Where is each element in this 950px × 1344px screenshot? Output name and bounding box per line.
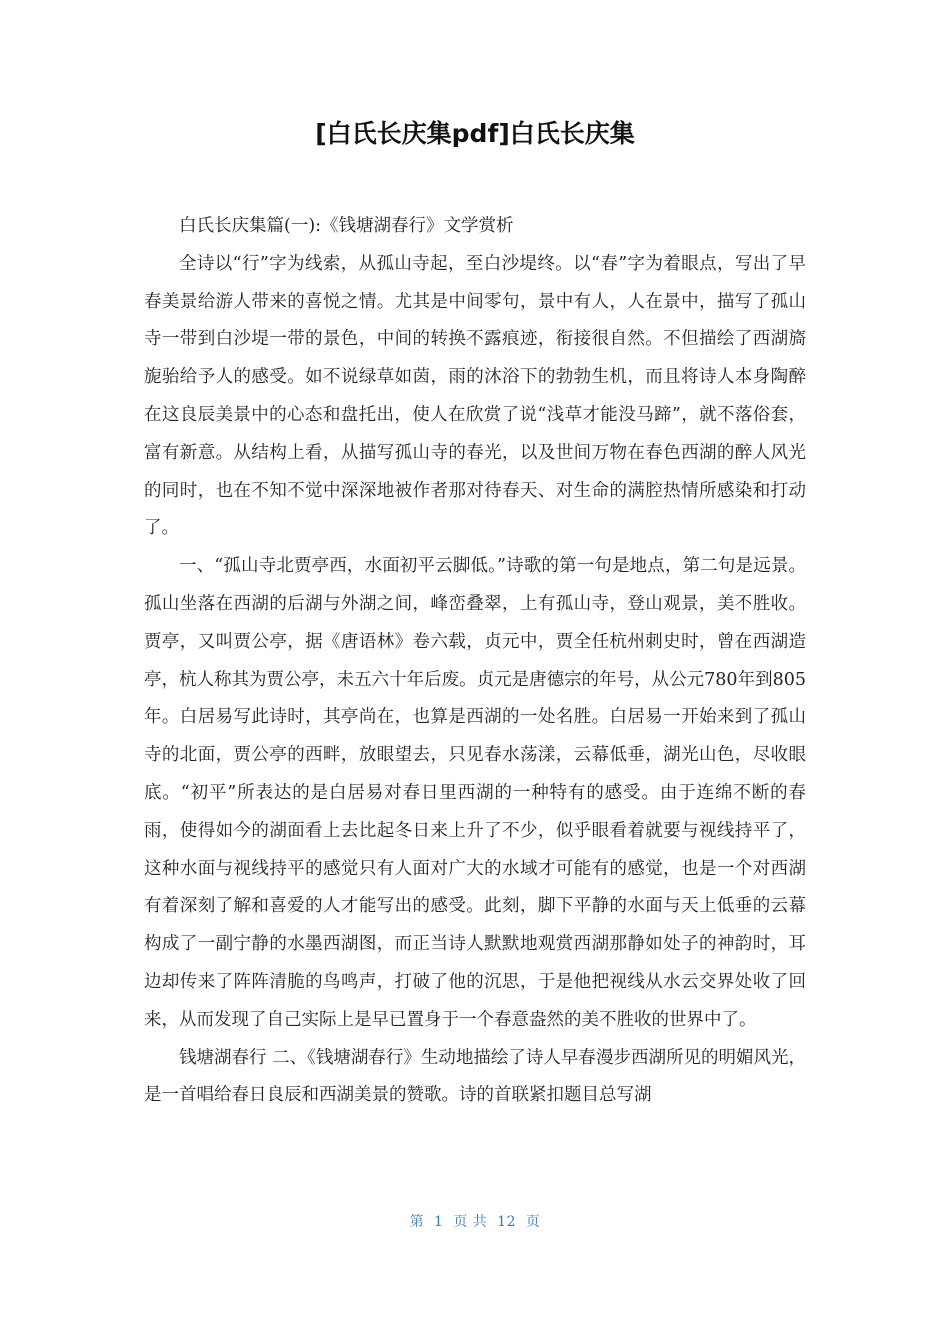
document-title: [白氏长庆集pdf]白氏长庆集 <box>315 119 635 148</box>
body-paragraph: 全诗以“行”字为线索，从孤山寺起，至白沙堤终。以“春”字为着眼点，写出了早春美景给游人带来的喜悦之情。尤其是中间零句，景中有人，人在景中，描写了孤山寺一带到白沙堤一带的景色，中间的转换不露痕迹，衔接很自然。不但描绘了西湖旖旎骀给予人的感受。如不说绿草如茵，雨的沐浴下的勃勃生机，而且将诗人本身陶醉在这良辰美景中的心态和盘托出，使人在欣赏了说“浅草才能没马蹄”，就不落俗套，富有新意。从结构上看，从描写孤山寺的春光，以及世间万物在春色西湖的醉人风光的同时，也在不知不觉中深深地被作者那对待春天、对生命的满腔热情所感染和打动了。 <box>144 253 806 539</box>
body-paragraph: 一、“孤山寺北贾亭西，水面初平云脚低。”诗歌的第一句是地点，第二句是远景。孤山坐落在西湖的后湖与外湖之间，峰峦叠翠，上有孤山寺，登山观景，美不胜收。贾亭，又叫贾公亭，据《唐语林》卷六载，贞元中，贾全任杭州刺史时，曾在西湖造亭，杭人称其为贾公亭，未五六十年后废。贞元是唐德宗的年号，从公元780年到805年。白居易写此诗时，其亭尚在，也算是西湖的一处名胜。白居易一开始来到了孤山寺的北面，贾公亭的西畔，放眼望去，只见春水荡漾，云幕低垂，湖光山色，尽收眼底。“初平”所表达的是白居易对春日里西湖的一种特有的感受。由于连绵不断的春雨，使得如今的湖面看上去比起冬日来上升了不少，似乎眼看着就要与视线持平了，这种水面与视线持平的感觉只有人面对广大的水域才可能有的感觉，也是一个对西湖有着深刻了解和喜爱的人才能写出的感受。此刻，脚下平静的水面与天上低垂的云幕构成了一副宁静的水墨西湖图，而正当诗人默默地观赏西湖那静如处子的神韵时，耳边却传来了阵阵清脆的鸟鸣声，打破了他的沉思，于是他把视线从水云交界处收了回来，从而发现了自己实际上是早已置身于一个春意盎然的美不胜收的世界中了。 <box>144 556 806 1030</box>
page-number: 第 1 页 共 12 页 <box>409 1214 541 1230</box>
section-heading: 白氏长庆集篇(一):《钱塘湖春行》文学赏析 <box>179 216 514 236</box>
document-body <box>144 208 806 1115</box>
body-paragraph: 钱塘湖春行 二、《钱塘湖春行》生动地描绘了诗人早春漫步西湖所见的明媚风光，是一首唱给春日良辰和西湖美景的赞歌。诗的首联紧扣题目总写湖 <box>144 1047 806 1106</box>
page-footer <box>0 1210 950 1234</box>
